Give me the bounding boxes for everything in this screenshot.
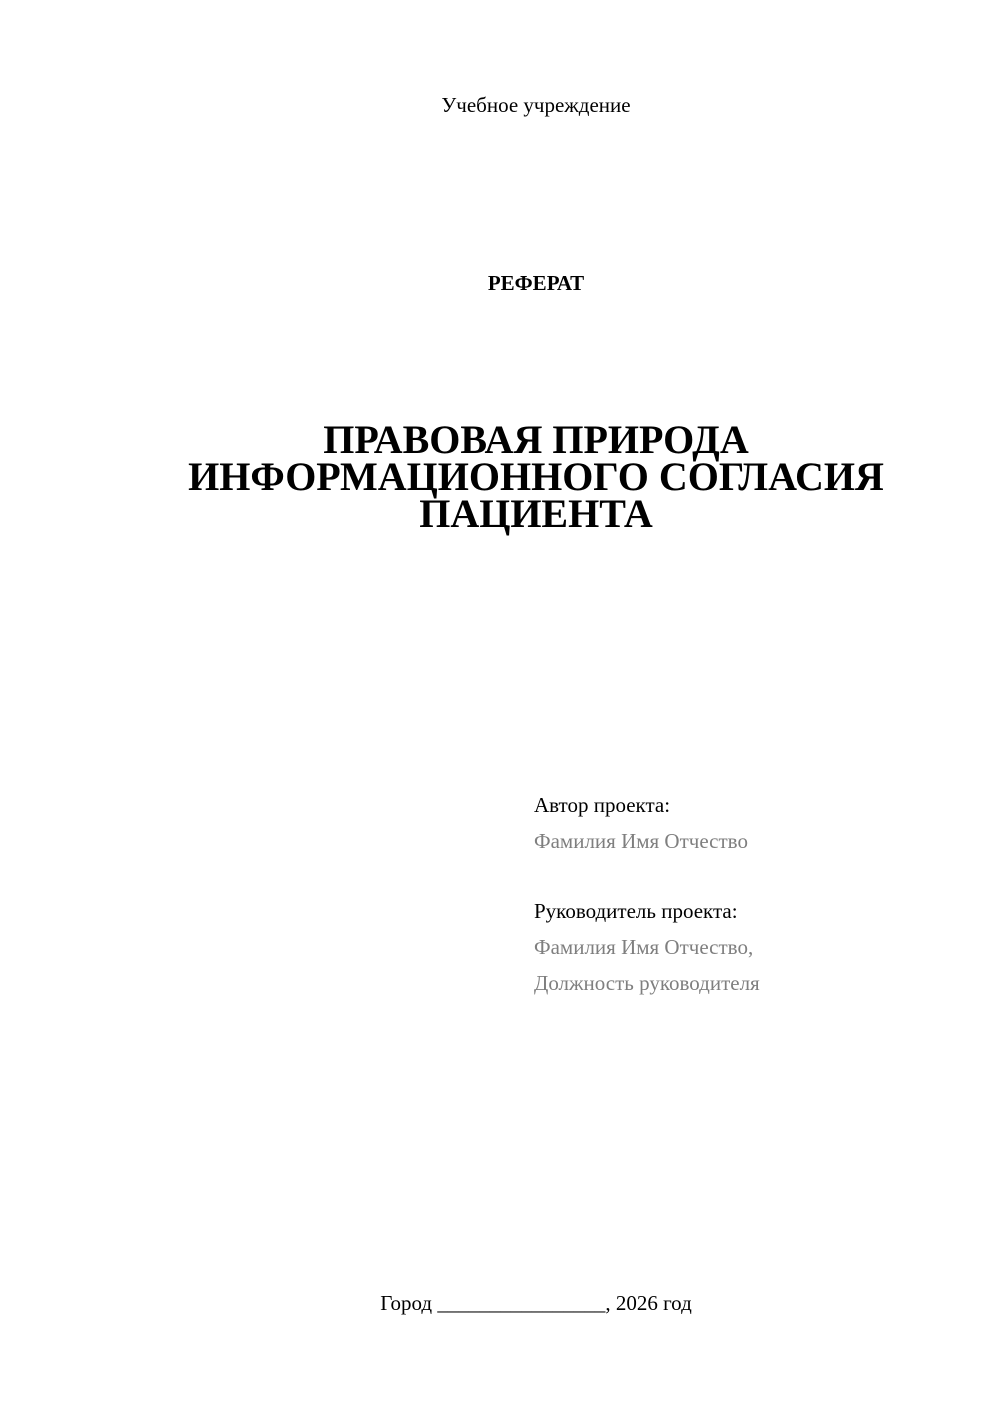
document-title <box>0 417 1000 536</box>
author-name: Фамилия Имя Отчество <box>534 829 748 853</box>
title-line: ПРАВОВАЯ ПРИРОДА <box>323 417 749 462</box>
supervisor-label: Руководитель проекта: <box>534 899 738 923</box>
title-line: ИНФОРМАЦИОННОГО СОГЛАСИЯ <box>188 454 884 499</box>
document-type: РЕФЕРАТ <box>487 271 585 295</box>
author-block <box>534 787 748 859</box>
supervisor-block <box>534 893 760 1001</box>
institution-name: Учебное учреждение <box>441 93 631 117</box>
supervisor-name: Фамилия Имя Отчество, <box>534 935 754 959</box>
title-line: ПАЦИЕНТА <box>419 491 653 536</box>
author-label: Автор проекта: <box>534 793 671 817</box>
supervisor-position: Должность руководителя <box>534 971 760 995</box>
city-year-line: Город ________________, 2026 год <box>380 1291 692 1315</box>
